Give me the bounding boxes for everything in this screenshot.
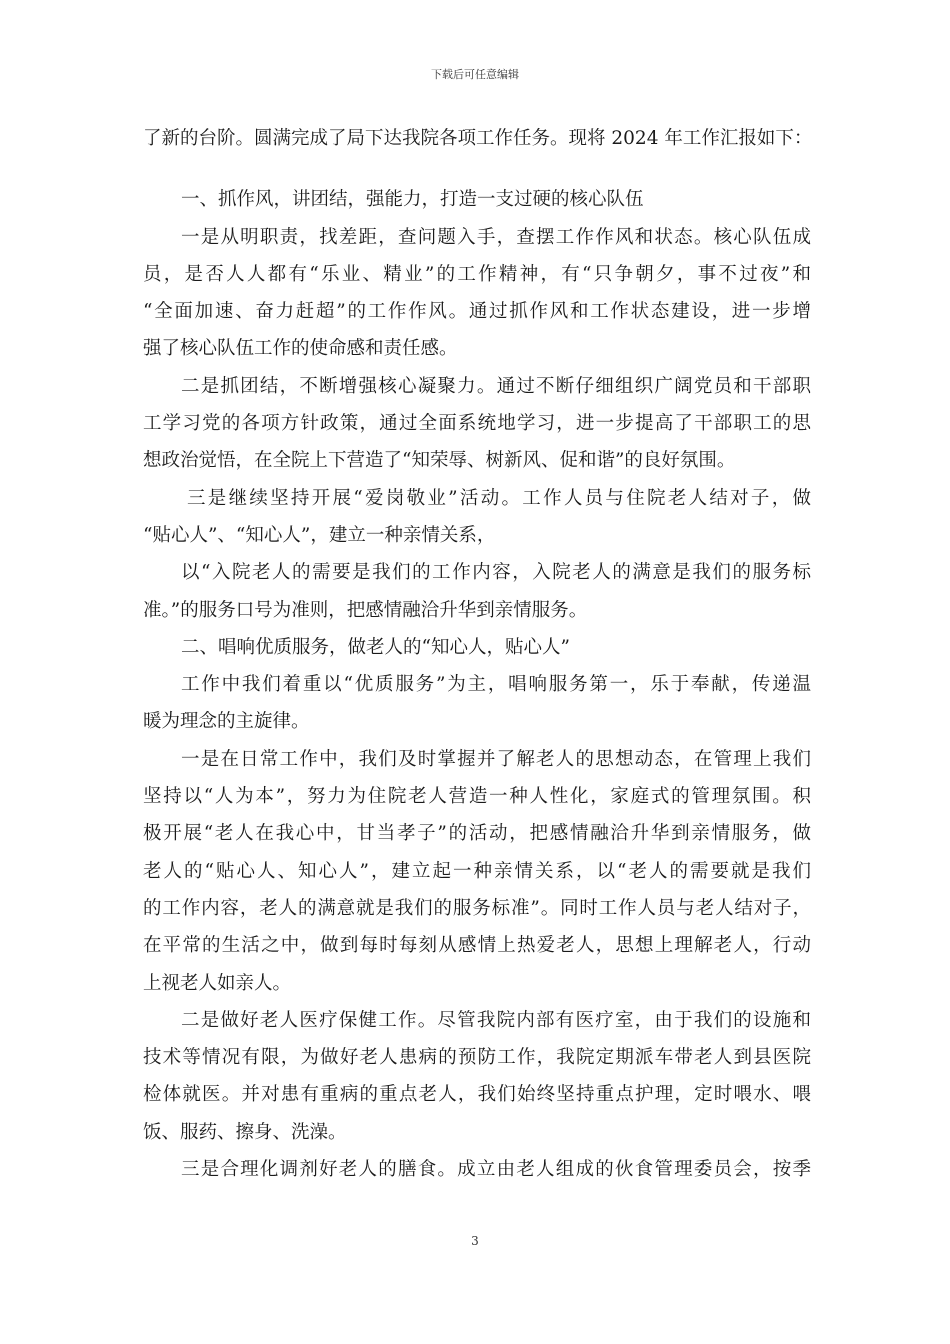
paragraph-line: 的工作内容，老人的满意就是我们的服务标准”。同时工作人员与老人结对子， [143,897,811,919]
paragraph-line: 二是抓团结，不断增强核心凝聚力。通过不断仔细组织广阔党员和干部职 [181,375,811,397]
paragraph-line: 一是从明职责，找差距，查问题入手，查摆工作作风和状态。核心队伍成 [181,226,811,248]
paragraph-line: 技术等情况有限，为做好老人患病的预防工作，我院定期派车带老人到县医院 [143,1047,811,1069]
paragraph-line: 三是合理化调剂好老人的膳食。成立由老人组成的伙食管理委员会，按季 [181,1159,811,1181]
paragraph-line: 员，是否人人都有“乐业、精业”的工作精神，有“只争朝夕，事不过夜”和 [143,263,811,285]
page-number: 3 [471,1234,479,1248]
document-body [143,120,811,1188]
paragraph-line: 强了核心队伍工作的使命感和责任感。 [143,338,458,360]
paragraph-line: 二是做好老人医疗保健工作。尽管我院内部有医疗室，由于我们的设施和 [181,1009,811,1031]
paragraph-line: 以“入院老人的需要是我们的工作内容，入院老人的满意是我们的服务标 [181,562,811,584]
paragraph-line: 在平常的生活之中，做到每时每刻从感情上热爱老人，思想上理解老人，行动 [143,935,811,957]
paragraph-line: 检体就医。并对患有重病的重点老人，我们始终坚持重点护理，定时喂水、喂 [143,1084,811,1106]
paragraph-line: 工作中我们着重以“优质服务”为主，唱响服务第一，乐于奉献，传递温 [181,674,811,696]
page-header: 下载后可任意编辑 [431,68,519,81]
paragraph-line: 工学习党的各项方针政策，通过全面系统地学习，进一步提高了干部职工的思 [143,413,811,435]
paragraph-line: 想政治觉悟，在全院上下营造了“知荣辱、树新风、促和谐”的良好氛围。 [143,450,736,472]
paragraph-line: “全面加速、奋力赶超”的工作作风。通过抓作风和工作状态建设，进一步增 [143,301,811,323]
section-heading: 一、抓作风，讲团结，强能力，打造一支过硬的核心队伍 [181,189,644,211]
paragraph-line: 极开展“老人在我心中，甘当孝子”的活动，把感情融洽升华到亲情服务，做 [143,823,811,845]
paragraph-line: 暖为理念的主旋律。 [143,711,310,733]
paragraph-line: 一是在日常工作中，我们及时掌握并了解老人的思想动态，在管理上我们 [181,748,811,770]
section-heading: 二、唱响优质服务，做老人的“知心人，贴心人” [181,636,570,658]
paragraph-line: 上视老人如亲人。 [143,972,292,994]
paragraph-line: 坚持以“人为本”，努力为住院老人营造一种人性化，家庭式的管理氛围。积 [143,786,811,808]
paragraph-line: 饭、服药、擦身、洗澡。 [143,1121,347,1143]
paragraph-line: 了新的台阶。圆满完成了局下达我院各项工作任务。现将 2024 年工作汇报如下： [143,128,813,149]
paragraph-gap [143,157,811,181]
paragraph-line: “贴心人”、“知心人”，建立一种亲情关系， [143,524,496,546]
paragraph-line: 老人的“贴心人、知心人”，建立起一种亲情关系，以“老人的需要就是我们 [143,860,811,882]
paragraph-line: 三是继续坚持开展“爱岗敬业”活动。工作人员与住院老人结对子，做 [187,487,811,509]
paragraph-line: 准。”的服务口号为准则，把感情融洽升华到亲情服务。 [143,599,588,621]
